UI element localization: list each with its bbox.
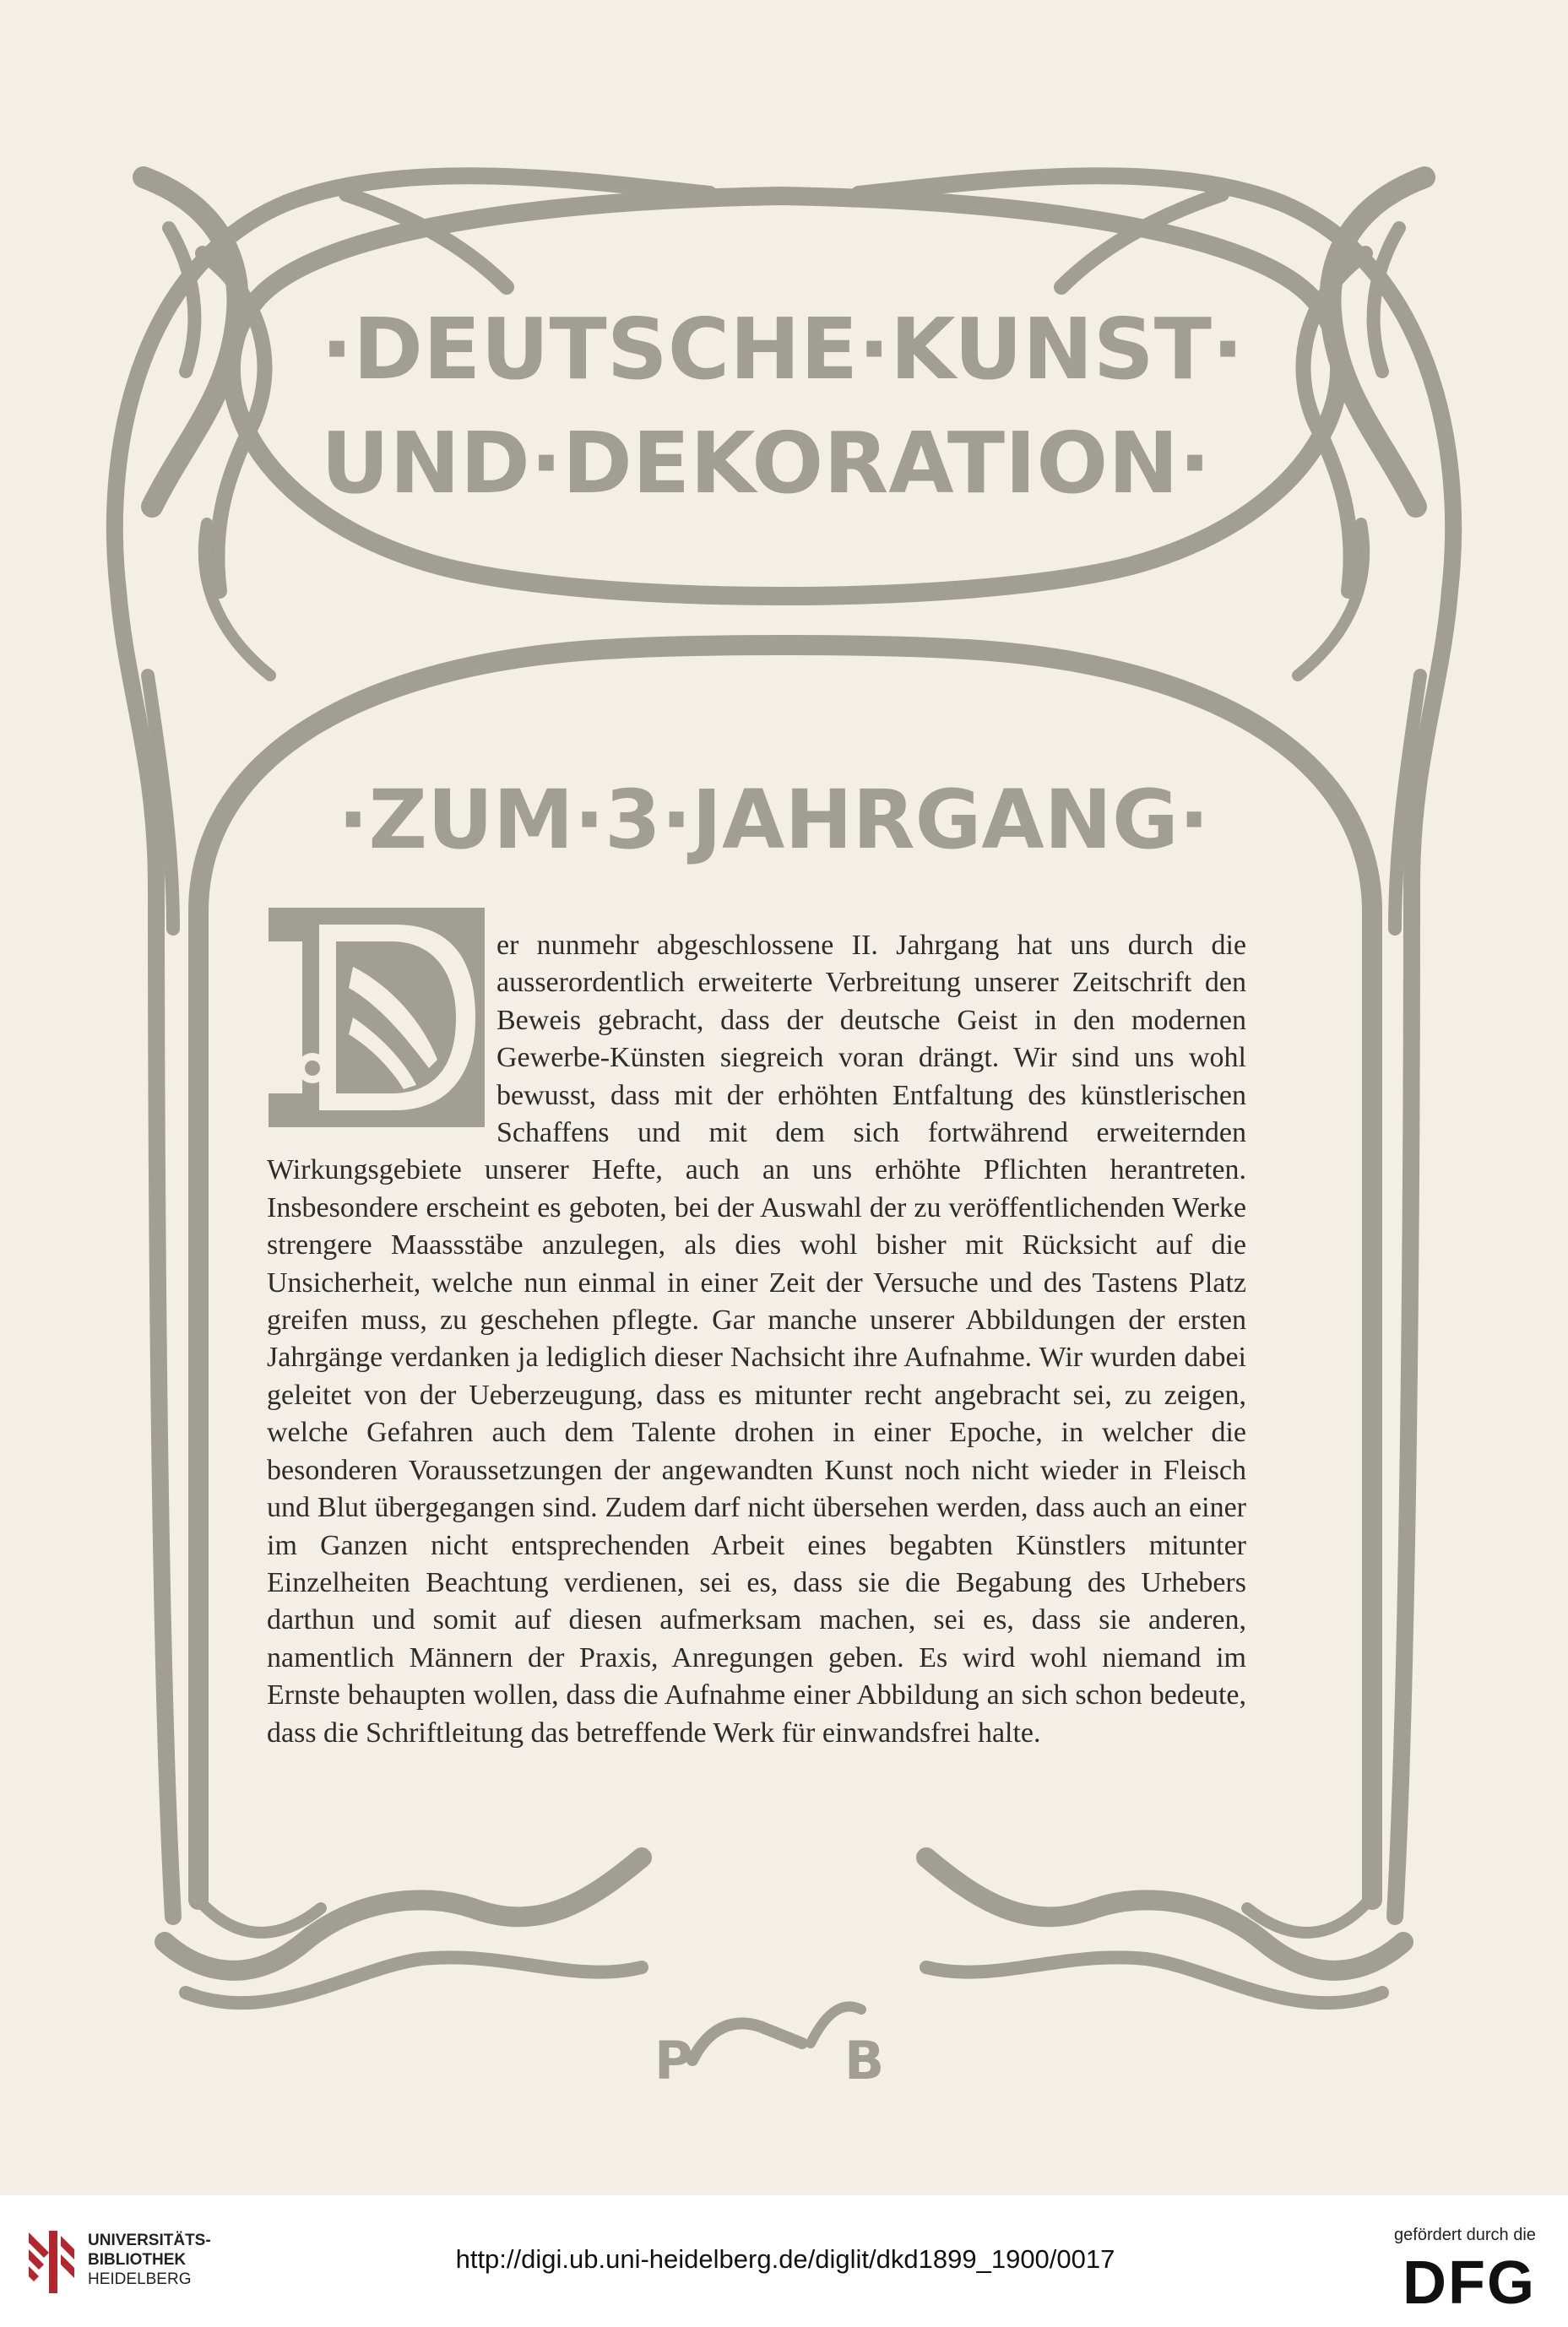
funding-caption: gefördert durch die (1394, 2226, 1536, 2244)
library-name-line-1: UNIVERSITÄTS- (88, 2232, 211, 2249)
article-paragraph: er nunmehr abgeschlossene II. Jahrgang hat uns durch die ausserordentlich erweiterte Verbreitung unserer Zeitschrift den Beweis gebracht, dass der deutsche Geist in den modernen Gewerbe-Künsten siegreich voran drängt. Wir sind uns wohl bewusst, dass mit der erhöhten Entfaltung des künstlerischen Schaffens und mit dem sich fortwährend erweiternden Wirkungsgebiete unserer Hefte, auch an uns erhöhte Pflichten herantreten. Insbesondere erscheint es geboten, bei der Auswahl der zu veröffentlichenden Werke strengere Maassstäbe anzulegen, als dies wohl bisher mit Rücksicht auf die Unsicherheit, welche nun einmal in einer Zeit der Versuche und des Tastens Platz greifen muss, zu geschehen pflegte. Gar manche unserer Abbildungen der ersten Jahrgänge verdanken ja lediglich dieser Nachsicht ihre Aufnahme. Wir wurden dabei geleitet von der Ueberzeugung, dass es mitunter recht angebracht sei, zu zeigen, welche Gefahren auch dem Talente drohen in einer Epoche, in welcher die besonderen Voraussetzungen der angewandten Kunst noch nicht wieder in Fleisch und Blut übergegangen sind. Zudem darf nicht übersehen werden, dass auch an einer im Ganzen nicht entsprechenden Arbeit eines begabten Künstlers mitunter Einzelheiten Beachtung verdienen, sei es, dass sie die Begabung des Urhebers darthun und somit auf diesen aufmerksam machen, sei es, dass sie anderen, namentlich Männern der Praxis, Anregungen geben. Es wird wohl niemand im Ernste behaupten wollen, dass die Aufnahme einer Abbildung an sich schon bedeute, dass die Schriftleitung das betreffende Werk für einwandsfrei halte. (267, 930, 1246, 1749)
magazine-title-line-1: ·DEUTSCHE·KUNST· (321, 300, 1244, 399)
dropcap-space (267, 927, 496, 1145)
monogram-p: P (654, 2030, 693, 2091)
library-name-line-3: HEIDELBERG (88, 2270, 192, 2288)
magazine-title-line-2: UND·DEKORATION· (321, 414, 1211, 513)
library-name (88, 2231, 211, 2289)
volume-subtitle: ·ZUM·3·JAHRGANG· (338, 773, 1210, 867)
article-body (267, 927, 1246, 1752)
university-library-logo-icon (25, 2227, 78, 2297)
source-url-link[interactable]: http://digi.ub.uni-heidelberg.de/diglit/dkd1899_1900/0017 (455, 2244, 1115, 2274)
library-name-line-2: BIBLIOTHEK (88, 2251, 187, 2269)
monogram-b: B (844, 2030, 885, 2091)
dfg-logo: DFG (1403, 2249, 1536, 2317)
